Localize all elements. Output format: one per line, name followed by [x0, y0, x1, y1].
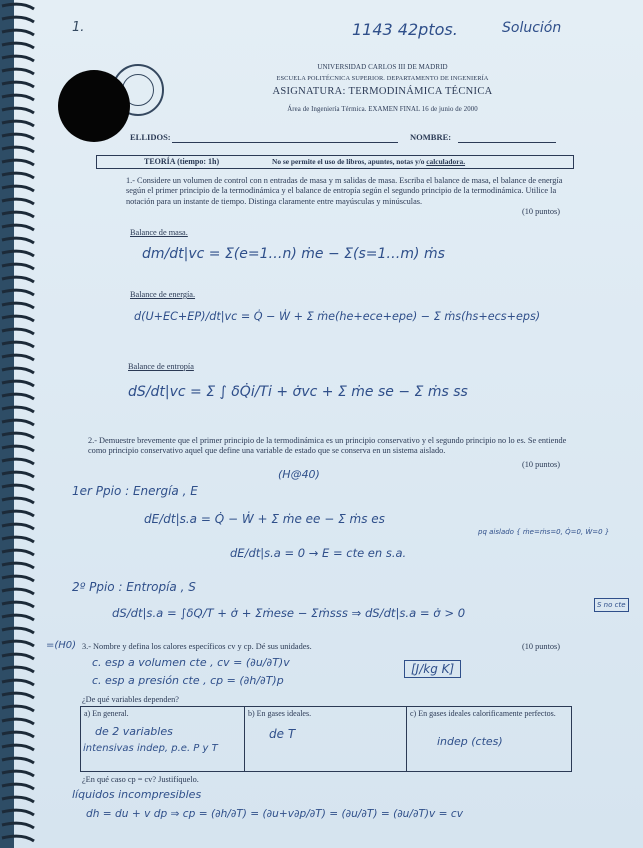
q2-text: 2.- Demuestre brevemente que el primer principio de la termodinámica es un principio conservativo y el segundo principio no lo es. Se entiende como principio conservativo aquel que define una variable de estado que se conserva en un sistema aislado.: [88, 436, 567, 456]
q2-handwritten-mark: (H@40): [278, 468, 320, 481]
teoria-rules: No se permite el uso de libros, apuntes, notas y/o calculadora.: [272, 157, 466, 166]
cp-definition: c. esp a presión cte , cp = (∂h/∂T)p: [92, 674, 284, 687]
exam-code-handwritten: 1143 42ptos.: [352, 20, 458, 39]
university-name: UNIVERSIDAD CARLOS III DE MADRID: [317, 63, 448, 71]
general-answer-1: de 2 variables: [95, 725, 173, 738]
balance-energia-label: Balance de energía.: [130, 290, 196, 299]
second-principle-equation: dS/dt|s.a = ∫δQ/T + σ̇ + Σṁese − Σṁsss ⇒ dS/dt|s.a = σ̇ > 0: [112, 606, 466, 620]
apellidos-label: ELLIDOS:: [130, 132, 171, 142]
cp-equals-cv-question: ¿En qué caso cp = cv? Justifíquelo.: [82, 775, 199, 784]
col-head-perfect-gas: c) En gases ideales calorificamente perfectos.: [410, 709, 556, 718]
nombre-field-line[interactable]: [458, 142, 556, 143]
spiral-binding: [0, 0, 40, 848]
balance-entropia-label: Balance de entropía: [128, 362, 194, 371]
incompressible-liquids-answer: líquidos incompresibles: [72, 788, 202, 801]
eq-entropy-balance: dS/dt|vc = Σ ∫ δQ̇i/Ti + σ̇vc + Σ ṁe se − Σ ṁs ss: [128, 384, 468, 400]
balance-masa-label: Balance de masa.: [130, 228, 188, 237]
q2-points: (10 puntos): [522, 460, 561, 469]
depend-question: ¿De qué variables dependen?: [82, 695, 179, 704]
table-col-general: [81, 707, 245, 771]
q1-points: (10 puntos): [522, 207, 561, 216]
q3-text: 3.- Nombre y defina los calores específicos cv y cp. Dé sus unidades.: [82, 642, 312, 651]
first-principle-equation: dE/dt|s.a = Q̇ − Ẇ + Σ ṁe ee − Σ ṁs es: [144, 512, 385, 526]
cv-definition: c. esp a volumen cte , cv = (∂u/∂T)v: [92, 656, 290, 669]
entropy-not-constant-box: S no cte: [594, 598, 629, 612]
table-col-perfect-gas: [407, 707, 571, 771]
q3-margin-mark: =(H0): [46, 640, 77, 651]
top-left-number: 1.: [72, 20, 85, 35]
solution-handwritten: Solución: [502, 20, 562, 36]
q3-points: (10 puntos): [522, 642, 561, 651]
eq-energy-balance: d(U+EC+EP)/dt|vc = Q̇ − Ẇ + Σ ṁe(he+ece+epe) − Σ ṁs(hs+ecs+eps): [134, 310, 541, 323]
second-principle-title: 2º Ppio : Entropía , S: [72, 580, 196, 594]
subject-title: ASIGNATURA: TERMODINÁMICA TÉCNICA: [272, 86, 493, 97]
nombre-label: NOMBRE:: [410, 132, 452, 142]
q1-text: 1.- Considere un volumen de control con n entradas de masa y m salidas de masa. Escriba el balance de masa, el balance de energía según el primer principio de la termodinámica y el balance de entropía según el segundo principio de la termodinámica. Utilice la notación para un instante de tiempo. Distinga claramente entre mayúsculas y minúsculas.: [126, 176, 563, 206]
perfect-gas-answer: indep (ctes): [437, 735, 503, 748]
school-name: ESCUELA POLITÉCNICA SUPERIOR. DEPARTAMENTO DE INGENIERÍA: [276, 75, 489, 82]
units-box: [J/kg K]: [404, 660, 461, 678]
ideal-gas-answer: de T: [269, 727, 296, 741]
dependence-table: [80, 706, 572, 772]
first-principle-result: dE/dt|s.a = 0 → E = cte en s.a.: [230, 546, 407, 560]
isolated-system-note: pq aislado { ṁe=ṁs=0, Q̇=0, Ẇ=0 }: [478, 528, 610, 536]
first-principle-title: 1er Ppio : Energía , E: [72, 484, 198, 498]
teoria-label: TEORÍA (tiempo: 1h): [144, 157, 220, 166]
table-col-ideal-gas: [245, 707, 407, 771]
eq-mass-balance: dm/dt|vc = Σ(e=1…n) ṁe − Σ(s=1…m) ṁs: [142, 246, 445, 262]
col-head-general: a) En general.: [84, 709, 129, 718]
apellidos-field-line[interactable]: [172, 142, 398, 143]
exam-area-date: Área de Ingeniería Térmica. EXAMEN FINAL 16 de junio de 2000: [287, 106, 478, 113]
col-head-ideal-gas: b) En gases ideales.: [248, 709, 312, 718]
general-answer-2: intensivas indep, p.e. P y T: [83, 743, 218, 754]
cp-equals-cv-derivation: dh = du + v dp ⇒ cp = (∂h/∂T) = (∂u+v∂p/∂T) = (∂u/∂T) = (∂u/∂T)v = cv: [86, 808, 464, 820]
